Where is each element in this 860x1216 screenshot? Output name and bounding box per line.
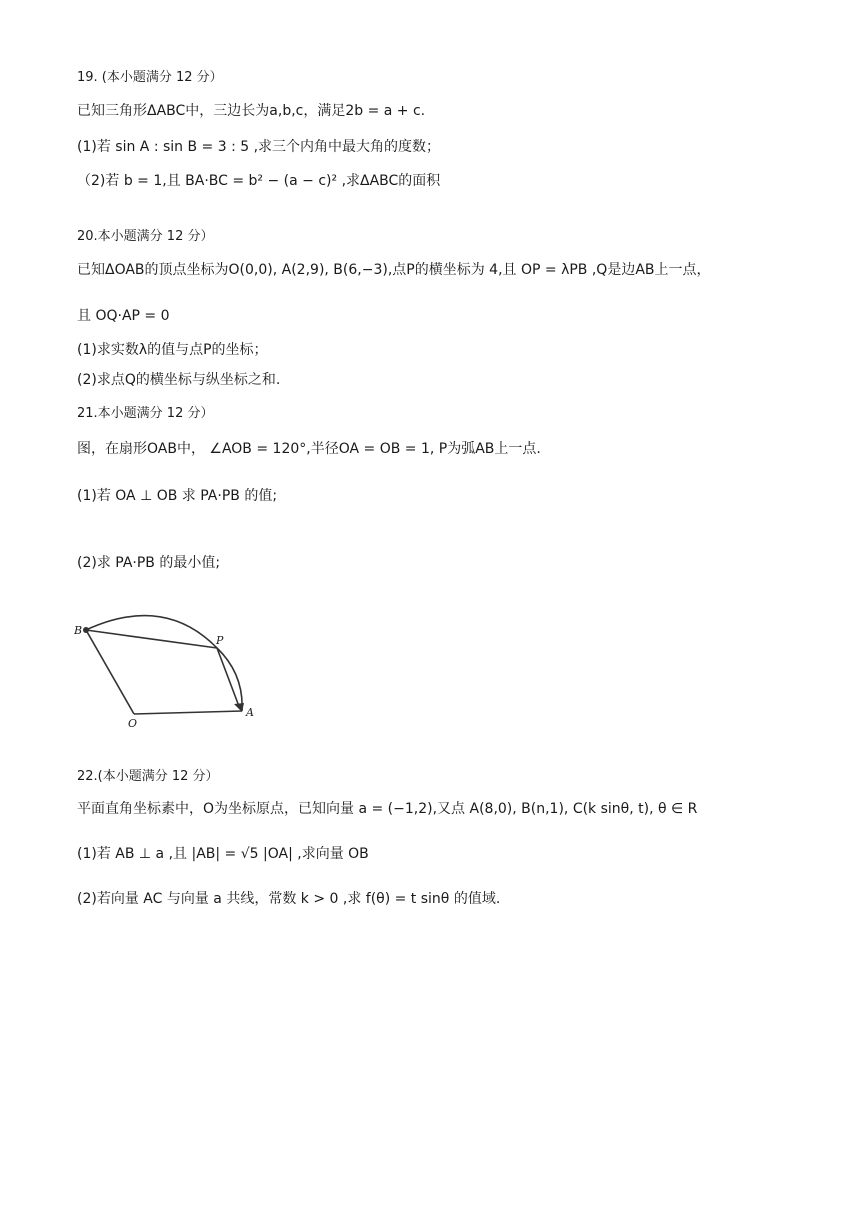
segment-pa — [217, 648, 240, 709]
q22-intro: 平面直角坐标素中，O为坐标原点，已知向量 a = (−1,2),又点 A(8,0), B(n,1), C(k sinθ, t), θ ∈ R — [77, 801, 698, 817]
q22-header: 22.(本小题满分 12 分） — [77, 769, 219, 784]
q19-part2: （2)若 b = 1,且 BA·BC = b² − (a − c)² ,求ΔABC的面积 — [77, 173, 441, 189]
q20-header: 20.本小题满分 12 分） — [77, 229, 214, 244]
q20-intro: 已知ΔOAB的顶点坐标为O(0,0), A(2,9), B(6,−3),点P的横坐标为 4,且 OP = λPB ,Q是边AB上一点， — [77, 262, 711, 278]
q20-part2: (2)求点Q的横坐标与纵坐标之和. — [77, 372, 281, 388]
q21-part2: (2)求 PA·PB 的最小值; — [77, 555, 221, 571]
q19-header: 19. (本小题满分 12 分） — [77, 70, 223, 85]
label-o: O — [128, 717, 138, 728]
q22-part1: (1)若 AB ⊥ a ,且 |AB| = √5 |OA| ,求向量 OB — [77, 846, 369, 862]
q22-part2: (2)若向量 AC 与向量 a 共线，常数 k > 0 ,求 f(θ) = t sinθ 的值域. — [77, 891, 501, 907]
arc-ab — [86, 616, 242, 711]
sector-figure — [74, 604, 258, 728]
q19-part1: (1)若 sin A : sin B = 3 : 5 ,求三个内角中最大角的度数； — [77, 139, 441, 155]
segment-ob — [86, 630, 134, 714]
segment-pb — [86, 630, 217, 648]
q21-header: 21.本小题满分 12 分） — [77, 406, 214, 421]
label-a: A — [246, 706, 254, 719]
q21-part1: (1)若 OA ⊥ OB 求 PA·PB 的值; — [77, 488, 278, 504]
q21-intro: 图，在扇形OAB中， ∠AOB = 120°,半径OA = OB = 1, P为弧AB上一点. — [77, 441, 541, 457]
q20-condition: 且 OQ·AP = 0 — [77, 308, 170, 324]
q19-intro: 已知三角形ΔABC中，三边长为a,b,c，满足2b = a + c. — [77, 103, 426, 119]
segment-oa — [134, 711, 242, 714]
point-b — [83, 627, 89, 633]
label-b: B — [74, 624, 83, 637]
q20-part1: (1)求实数λ的值与点P的坐标； — [77, 342, 268, 358]
label-p: P — [216, 634, 224, 647]
